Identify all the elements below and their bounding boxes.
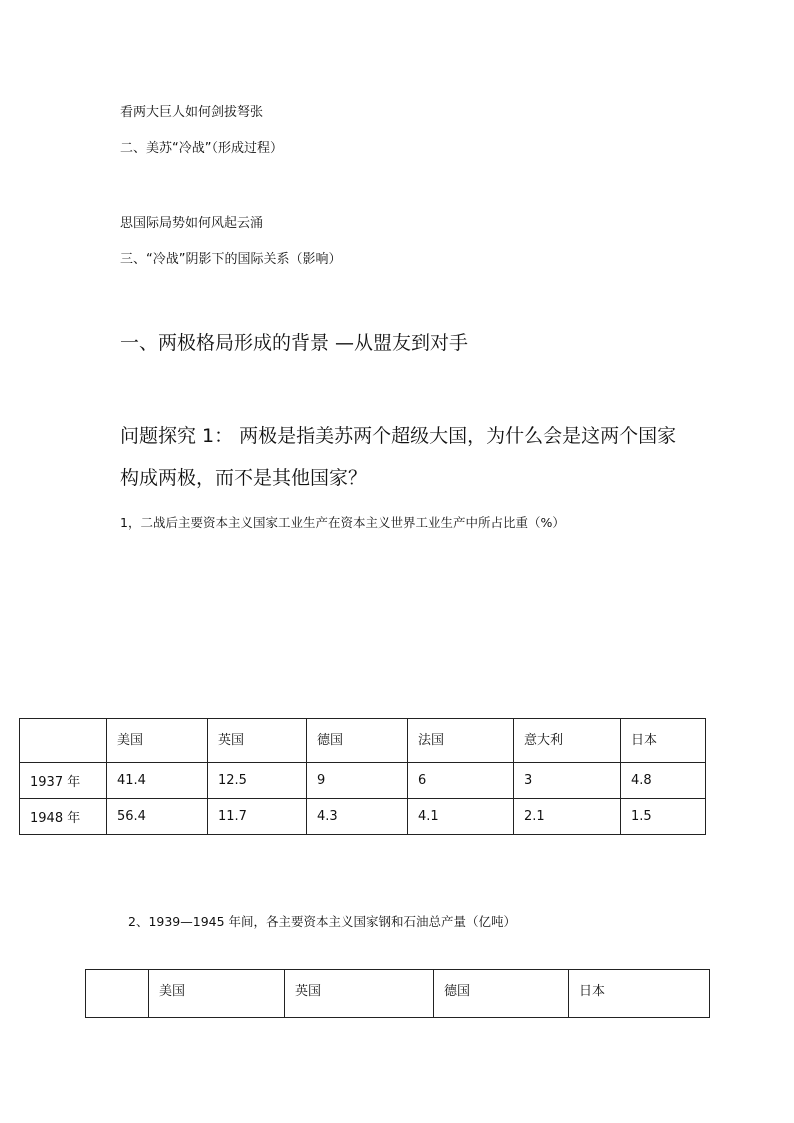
table-cell: 美国 bbox=[107, 719, 208, 763]
question-line-2: 构成两极，而不是其他国家？ bbox=[120, 467, 368, 489]
table-cell: 12.5 bbox=[208, 763, 307, 799]
table-cell: 法国 bbox=[408, 719, 514, 763]
table2-caption: 2、1939—1945 年间，各主要资本主义国家钢和石油总产量（亿吨） bbox=[128, 914, 517, 929]
table-cell: 9 bbox=[307, 763, 408, 799]
table-cell: 德国 bbox=[307, 719, 408, 763]
table-cell: 4.8 bbox=[621, 763, 706, 799]
table-header-row bbox=[86, 970, 710, 1018]
table-cell bbox=[20, 719, 107, 763]
table-cell: 6 bbox=[408, 763, 514, 799]
table-cell: 1937 年 bbox=[20, 763, 107, 799]
text-line-1: 看两大巨人如何剑拔弩张 bbox=[120, 105, 264, 120]
table-cell: 日本 bbox=[621, 719, 706, 763]
table-row bbox=[20, 799, 706, 835]
table-cell: 意大利 bbox=[514, 719, 621, 763]
table-row bbox=[20, 763, 706, 799]
industrial-share-table bbox=[19, 718, 706, 835]
table-cell: 日本 bbox=[569, 970, 710, 1018]
table-cell: 3 bbox=[514, 763, 621, 799]
text-line-3: 思国际局势如何风起云涌 bbox=[120, 216, 264, 231]
table-cell: 4.1 bbox=[408, 799, 514, 835]
table-cell: 1948 年 bbox=[20, 799, 107, 835]
table-cell bbox=[86, 970, 149, 1018]
table-cell: 2.1 bbox=[514, 799, 621, 835]
table-cell: 英国 bbox=[285, 970, 434, 1018]
table-cell: 英国 bbox=[208, 719, 307, 763]
question-line-1: 问题探究 1： 两极是指美苏两个超级大国，为什么会是这两个国家 bbox=[120, 425, 677, 447]
text-line-4: 三、“冷战”阴影下的国际关系（影响） bbox=[120, 252, 342, 267]
text-line-2: 二、美苏“冷战”（形成过程） bbox=[120, 141, 283, 156]
table-cell: 1.5 bbox=[621, 799, 706, 835]
table1-caption: 1，二战后主要资本主义国家工业生产在资本主义世界工业生产中所占比重（%） bbox=[120, 515, 565, 530]
table-cell: 美国 bbox=[149, 970, 285, 1018]
table-cell: 41.4 bbox=[107, 763, 208, 799]
steel-oil-table bbox=[85, 969, 710, 1018]
table-header-row bbox=[20, 719, 706, 763]
table-cell: 11.7 bbox=[208, 799, 307, 835]
section-heading: 一、两极格局形成的背景 —从盟友到对手 bbox=[120, 332, 469, 354]
table-cell: 4.3 bbox=[307, 799, 408, 835]
table-cell: 56.4 bbox=[107, 799, 208, 835]
table-cell: 德国 bbox=[434, 970, 569, 1018]
